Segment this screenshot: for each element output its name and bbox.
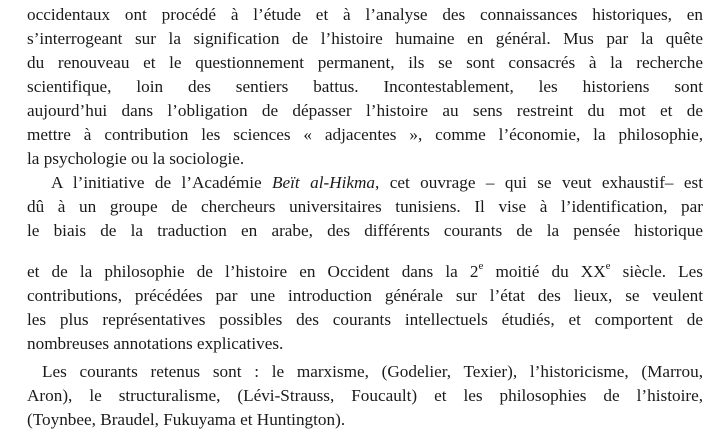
superscript: e [478, 260, 484, 273]
institution-name: Beït al-Hikma [272, 173, 376, 192]
text-line: mettre à contribution les sciences « adjacentes », comme l’économie, la philosophie, [27, 125, 703, 144]
text-line: scientifique, loin des sentiers battus. Incontestablement, les historiens sont [27, 77, 703, 96]
text-segment: moitié du XX [483, 262, 606, 281]
text-line: occidentaux ont procédé à l’étude et à l’analyse des connaissances historiques, en [27, 5, 703, 24]
text-segment: et de la philosophie de l’histoire en Occident dans la 2 [27, 262, 479, 281]
text-segment: A l’initiative de l’Académie [51, 173, 273, 192]
text-segment: , cet ouvrage – qui se veut exhaustif– est [375, 173, 704, 192]
text-line: Aron), le structuralisme, (Lévi-Strauss, Foucault) et les philosophies de l’histoire, [27, 386, 703, 405]
text-line: les plus représentatives possibles des courants intellectuels étudiés, et comportent de [27, 310, 703, 329]
text-line: dû à un groupe de chercheurs universitaires tunisiens. Il vise à l’identification, par [27, 197, 703, 216]
text-line: nombreuses annotations explicatives. [27, 334, 284, 353]
text-line: aujourd’hui dans l’obligation de dépasser l’histoire au sens restreint du mot et de [27, 101, 703, 120]
text-line: du renouveau et le questionnement permanent, ils se sont consacrés à la recherche [27, 53, 703, 72]
text-line-with-superscripts [27, 261, 703, 283]
paragraph-first-line [51, 172, 703, 194]
paragraph-first-line: Les courants retenus sont : le marxisme, (Godelier, Texier), l’historicisme, (Marrou, [42, 362, 703, 381]
text-line: (Toynbee, Braudel, Fukuyama et Huntington). [27, 410, 346, 429]
text-segment: siècle. Les [610, 262, 703, 281]
text-line: le biais de la traduction en arabe, des différents courants de la pensée historique [27, 221, 703, 240]
superscript: e [605, 260, 611, 273]
text-line: s’interrogeant sur la signification de l’histoire humaine en général. Mus par la quête [27, 29, 703, 48]
text-line: la psychologie ou la sociologie. [27, 149, 245, 168]
text-line: contributions, précédées par une introduction générale sur l’état des lieux, se veulent [27, 286, 703, 305]
